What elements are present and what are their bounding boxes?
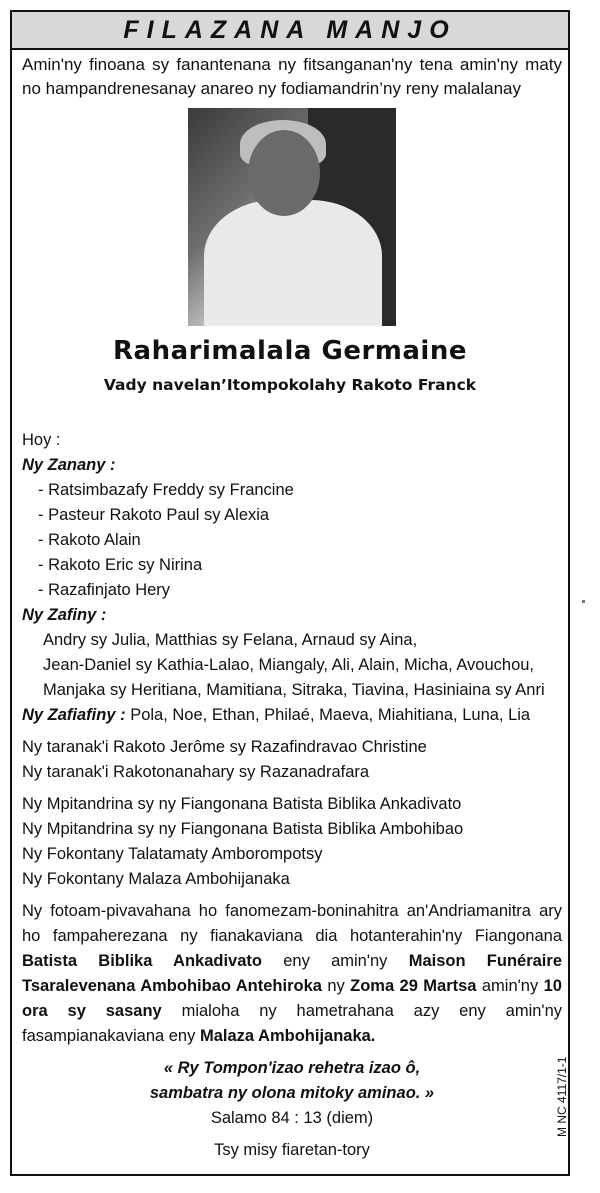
announcement-text: eny amin'ny xyxy=(261,952,409,970)
zafiafiny-line xyxy=(22,703,562,728)
service-time: 10 ora sy sasany xyxy=(22,977,562,1020)
announcement-text: Ny fotoam-pivavahana ho fanomezam-boninahitra an'Andriamanitra ary ho fampaherezana ny fianakaviana dia hotanterahin'ny Fiangonana xyxy=(22,902,562,945)
list-item: - Rakoto Alain xyxy=(38,531,141,549)
zafiafiny-label: Ny Zafiafiny : xyxy=(22,706,126,724)
hoy-label: Hoy : xyxy=(22,431,61,449)
service-date: Zoma 29 Martsa xyxy=(350,977,477,995)
burial-place: Malaza Ambohijanaka. xyxy=(199,1027,376,1045)
list-item: Manjaka sy Heritiana, Mamitiana, Sitraka, Tiavina, Hasiniaina sy Anri xyxy=(43,681,545,699)
verse-reference: Salamo 84 : 13 (diem) xyxy=(210,1109,374,1127)
deceased-subtitle: Vady navelan’Itompokolahy Rakoto Franck xyxy=(103,376,477,394)
notice-header xyxy=(12,12,568,50)
taranaka-line: Ny taranak'i Rakoto Jerôme sy Razafindravao Christine xyxy=(22,738,427,756)
announcement-text: ny xyxy=(321,977,351,995)
fiangonana-line: Ny Mpitandrina sy ny Fiangonana Batista Biblika Ankadivato xyxy=(22,795,462,813)
list-item: - Razafinjato Hery xyxy=(38,581,171,599)
zafiny-label: Ny Zafiny : xyxy=(22,606,107,624)
list-item: Andry sy Julia, Matthias sy Felana, Arnaud sy Aina, xyxy=(43,631,418,649)
zanany-list xyxy=(22,478,562,603)
notice-frame xyxy=(10,10,570,1176)
taranaka-line: Ny taranak'i Rakotonanahary sy Razanadrafara xyxy=(22,763,370,781)
list-item: - Pasteur Rakoto Paul sy Alexia xyxy=(38,506,270,524)
zafiafiny-names: Pola, Noe, Ethan, Philaé, Maeva, Miahitiana, Luna, Lia xyxy=(125,706,531,724)
portrait-photo xyxy=(188,108,396,326)
margin-mark xyxy=(582,600,585,603)
list-item: Jean-Daniel sy Kathia-Lalao, Miangaly, Ali, Alain, Micha, Avouchou, xyxy=(43,656,535,674)
quote-line: sambatra ny olona mitoky aminao. » xyxy=(149,1084,435,1102)
zanany-label: Ny Zanany : xyxy=(22,456,116,474)
church-name: Batista Biblika Ankadivato xyxy=(22,952,262,970)
closing-note: Tsy misy fiaretan-tory xyxy=(214,1141,370,1159)
announcement-text: mialoha ny hametrahana azy eny amin'ny fasampianakaviana eny xyxy=(22,1002,562,1045)
fiangonana-line: Ny Mpitandrina sy ny Fiangonana Batista Biblika Ambohibao xyxy=(22,820,464,838)
fiangonana-line: Ny Fokontany Malaza Ambohijanaka xyxy=(22,870,290,888)
quote-line: « Ry Tompon'izao rehetra izao ô, xyxy=(163,1059,421,1077)
header-title: FILAZANA MANJO xyxy=(123,16,457,44)
list-item: - Ratsimbazafy Freddy sy Francine xyxy=(38,481,294,499)
deceased-name: Raharimalala Germaine xyxy=(113,336,467,366)
intro-text: Amin'ny finoana sy fanantenana ny fitsanganan'ny tena amin'ny maty no hampandrenesanay anareo ny fodiamandrin’ny reny malalanay xyxy=(22,55,562,98)
announcement-paragraph xyxy=(22,899,562,1049)
ad-code: M NC 4117/1-1 xyxy=(555,1056,569,1137)
zafiny-list xyxy=(22,628,562,703)
fiangonana-line: Ny Fokontany Talatamaty Amborompotsy xyxy=(22,845,323,863)
announcement-text: amin'ny xyxy=(476,977,544,995)
notice-body xyxy=(22,428,562,1163)
list-item: - Rakoto Eric sy Nirina xyxy=(38,556,203,574)
venue-name: Maison Funéraire Tsaralevenana Ambohibao Antehiroka xyxy=(22,952,562,995)
